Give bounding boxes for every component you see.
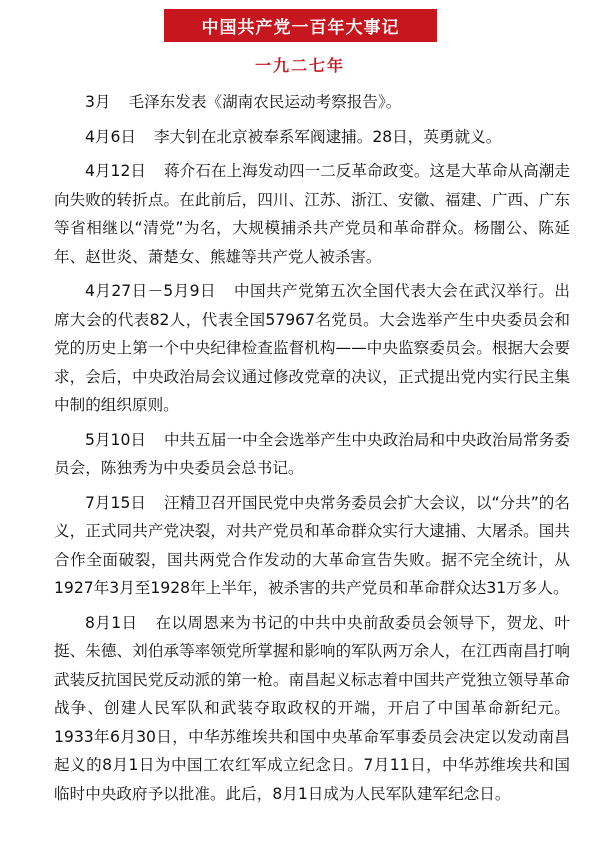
year-title: 一九二七年: [254, 56, 345, 75]
event-date: 8月1日: [85, 613, 138, 632]
event-entry: [54, 609, 570, 809]
event-text: 蒋介石在上海发动四一二反革命政变。这是大革命从高潮走向失败的转折点。在此前后，四川、江苏、浙江、安徽、福建、广西、广东等省相继以“清党”为名，大规模捕杀共产党员和革命群众。杨闇公、陈延年、赵世炎、萧楚女、熊雄等共产党人被杀害。: [54, 162, 570, 266]
event-entry: [54, 489, 570, 603]
event-text: 中国共产党第五次全国代表大会在武汉举行。出席大会的代表82人，代表全国57967名党员。大会选举产生中央委员会和党的历史上第一个中央纪律检查监督机构——中央监察委员会。根据大会要求，会后，中央政治局会议通过修改党章的决议，正式提出党内实行民主集中制的组织原则。: [54, 282, 570, 414]
event-text: 李大钊在北京被奉系军阀逮捕。28日，英勇就义。: [154, 127, 502, 146]
event-text: 汪精卫召开国民党中央常务委员会扩大会议，以“分共”的名义，正式同共产党决裂，对共产党员和革命群众实行大逮捕、大屠杀。国共合作全面破裂，国共两党合作发动的大革命宣告失败。据不完全统计，从1927年3月至1928年上半年，被杀害的共产党员和革命群众达31万多人。: [54, 493, 570, 597]
event-text: 毛泽东发表《湖南农民运动考察报告》。: [128, 93, 402, 111]
header-title: 中国共产党一百年大事记: [201, 18, 400, 38]
event-entry: [54, 426, 570, 483]
event-date: 4月12日: [85, 162, 147, 180]
event-entry: [54, 123, 570, 152]
event-date: 5月10日: [85, 430, 147, 449]
event-entry: [54, 157, 570, 271]
event-date: 4月6日: [85, 127, 137, 146]
event-text: 在以周恩来为书记的中共中央前敌委员会领导下，贺龙、叶挺、朱德、刘伯承等率领党所掌握和影响的军队两万余人，在江西南昌打响武装反抗国民党反动派的第一枪。南昌起义标志着中国共产党独立领导革命战争、创建人民军队和武装夺取政权的开端，开启了中国革命新纪元。1933年6月30日，中华苏维埃共和国中央革命军事委员会决定以发动南昌起义的8月1日为中国工农红军成立纪念日。7月11日，中华苏维埃共和国临时中央政府予以批准。此后，8月1日成为人民军队建军纪念日。: [54, 613, 570, 803]
event-date: 7月15日: [85, 493, 146, 512]
event-date: 3月: [85, 93, 111, 111]
event-text: 中共五届一中全会选举产生中央政治局和中央政治局常务委员会，陈独秀为中央委员会总书记。: [54, 430, 570, 477]
event-entry: [54, 88, 570, 117]
event-date: 4月27日－5月9日: [85, 282, 216, 300]
event-list: [54, 88, 570, 814]
header-banner: [164, 9, 437, 42]
event-entry: [54, 277, 570, 420]
